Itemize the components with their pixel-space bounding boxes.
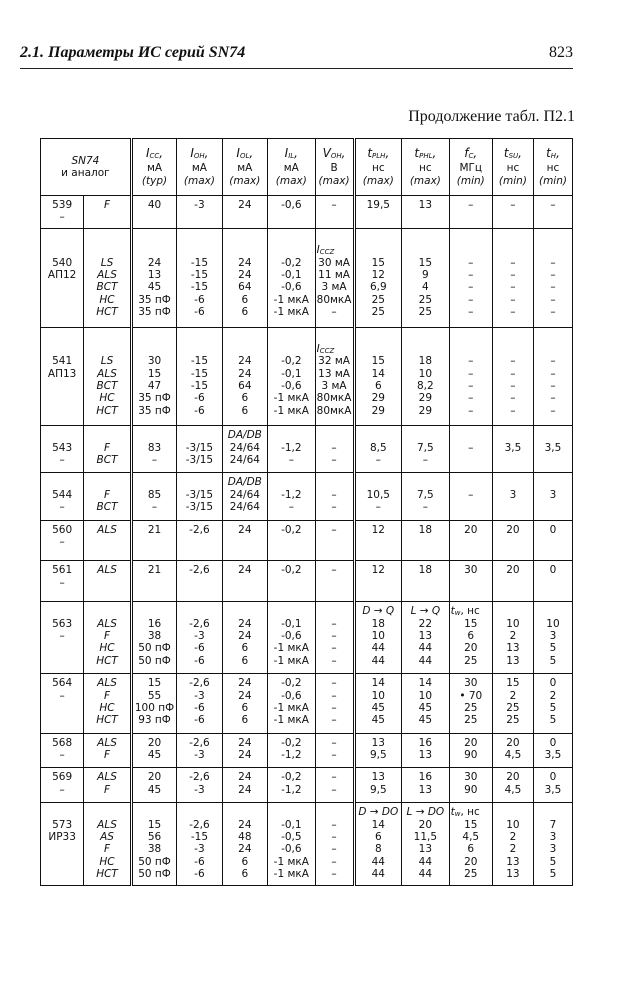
icc-cell: 15 55 100 пФ 93 пФ bbox=[131, 674, 176, 734]
th-cell: 10 3 5 5 bbox=[533, 602, 572, 674]
tsu-cell: – – – – – bbox=[492, 228, 533, 327]
part-number-cell: 563 – bbox=[41, 602, 84, 674]
col-header-fc: fC, МГц (min) bbox=[449, 139, 492, 196]
iil-cell: -0,2 -0,6 -1 мкА -1 мкА bbox=[268, 674, 316, 734]
part-number-cell: 561 – bbox=[41, 561, 84, 602]
table-caption: Продолжение табл. П2.1 bbox=[408, 108, 575, 125]
th-cell: 7 3 3 5 5 bbox=[533, 803, 572, 885]
fc-cell: – – – – – bbox=[449, 327, 492, 426]
icc-cell: 83 – bbox=[131, 426, 176, 473]
table-body bbox=[41, 196, 573, 886]
iol-cell: DA/DB 24/64 24/64 bbox=[222, 426, 267, 473]
ioh-cell: -2,6 bbox=[177, 561, 222, 602]
col-header-icc: ICC, мА (typ) bbox=[131, 139, 176, 196]
iil-cell: -1,2 – bbox=[268, 426, 316, 473]
iil-cell: -0,6 bbox=[268, 196, 316, 229]
th-cell: 0 2 5 5 bbox=[533, 674, 572, 734]
part-number-cell: 539 – bbox=[41, 196, 84, 229]
tphl-cell: 15 9 4 25 25 bbox=[402, 228, 450, 327]
tsu-cell: 10 2 13 13 bbox=[492, 602, 533, 674]
voh-cell: ICCZ 30 мА 11 мА 3 мА 80мкА – bbox=[315, 228, 354, 327]
iol-cell: 24 24 64 6 6 bbox=[222, 228, 267, 327]
iil-cell: -0,2 -1,2 bbox=[268, 733, 316, 768]
th-cell: – bbox=[533, 196, 572, 229]
ioh-cell: -15 -15 -15 -6 -6 bbox=[177, 327, 222, 426]
voh-cell: – bbox=[315, 520, 354, 561]
table-row bbox=[41, 426, 573, 473]
iol-cell: DA/DB 24/64 24/64 bbox=[222, 473, 267, 520]
col-header-tplh: tPLH, нс (max) bbox=[354, 139, 402, 196]
part-number-cell: 544 – bbox=[41, 473, 84, 520]
iil-cell: -0,2 -0,1 -0,6 -1 мкА -1 мкА bbox=[268, 228, 316, 327]
voh-cell: – bbox=[315, 196, 354, 229]
icc-cell: 16 38 50 пФ 50 пФ bbox=[131, 602, 176, 674]
table-row bbox=[41, 674, 573, 734]
tsu-cell: 20 4,5 bbox=[492, 733, 533, 768]
icc-cell: 15 56 38 50 пФ 50 пФ bbox=[131, 803, 176, 885]
page-number: 823 bbox=[549, 44, 573, 61]
tphl-cell: 7,5 – bbox=[402, 473, 450, 520]
header-row bbox=[41, 139, 573, 196]
iil-cell: -0,1 -0,5 -0,6 -1 мкА -1 мкА bbox=[268, 803, 316, 885]
icc-cell: 21 bbox=[131, 561, 176, 602]
col-header-iol: IOL, мА (max) bbox=[222, 139, 267, 196]
voh-cell: – – bbox=[315, 426, 354, 473]
table-row bbox=[41, 561, 573, 602]
icc-cell: 20 45 bbox=[131, 733, 176, 768]
tsu-cell: – – – – – bbox=[492, 327, 533, 426]
tsu-cell: 3 bbox=[492, 473, 533, 520]
iol-cell: 24 24 6 6 bbox=[222, 602, 267, 674]
tphl-cell: 16 13 bbox=[402, 768, 450, 803]
icc-cell: 24 13 45 35 пФ 35 пФ bbox=[131, 228, 176, 327]
tsu-cell: 20 4,5 bbox=[492, 768, 533, 803]
tsu-cell: 3,5 bbox=[492, 426, 533, 473]
tplh-cell: D → DO 14 6 8 44 44 bbox=[354, 803, 402, 885]
fc-cell: tw, нс 15 6 20 25 bbox=[449, 602, 492, 674]
ioh-cell: -2,6 -3 -6 -6 bbox=[177, 602, 222, 674]
table-row bbox=[41, 602, 573, 674]
iol-cell: 24 24 6 6 bbox=[222, 674, 267, 734]
series-cell: ALS F HC HCT bbox=[84, 602, 132, 674]
tplh-cell: 8,5 – bbox=[354, 426, 402, 473]
fc-cell: – bbox=[449, 426, 492, 473]
icc-cell: 20 45 bbox=[131, 768, 176, 803]
ioh-cell: -3 bbox=[177, 196, 222, 229]
tplh-cell: 10,5 – bbox=[354, 473, 402, 520]
col-header-ioh: IOH, мА (max) bbox=[177, 139, 222, 196]
voh-cell: ICCZ 32 мА 13 мА 3 мА 80мкА 80мкА bbox=[315, 327, 354, 426]
part-number-cell: 573 ИР33 bbox=[41, 803, 84, 885]
col-header-th: tH, нс (min) bbox=[533, 139, 572, 196]
th-cell: – – – – – bbox=[533, 228, 572, 327]
tsu-cell: 20 bbox=[492, 561, 533, 602]
voh-cell: – – bbox=[315, 473, 354, 520]
section-title: 2.1. Параметры ИС серий SN74 bbox=[20, 44, 246, 61]
voh-cell: – – – – – bbox=[315, 803, 354, 885]
table-row bbox=[41, 520, 573, 561]
fc-cell: 20 90 bbox=[449, 733, 492, 768]
table-row bbox=[41, 768, 573, 803]
voh-cell: – – – – bbox=[315, 602, 354, 674]
fc-cell: 30 90 bbox=[449, 768, 492, 803]
voh-cell: – – bbox=[315, 733, 354, 768]
col-header-tphl: tPHL, нс (max) bbox=[402, 139, 450, 196]
ioh-cell: -2,6 bbox=[177, 520, 222, 561]
icc-cell: 30 15 47 35 пФ 35 пФ bbox=[131, 327, 176, 426]
voh-cell: – bbox=[315, 561, 354, 602]
fc-cell: 30 bbox=[449, 561, 492, 602]
col-header-voh: VOH, В (max) bbox=[315, 139, 354, 196]
th-cell: 0 3,5 bbox=[533, 768, 572, 803]
iil-cell: -0,2 bbox=[268, 561, 316, 602]
fc-cell: – – – – – bbox=[449, 228, 492, 327]
ioh-cell: -2,6 -15 -3 -6 -6 bbox=[177, 803, 222, 885]
ioh-cell: -15 -15 -15 -6 -6 bbox=[177, 228, 222, 327]
series-cell: ALS F bbox=[84, 768, 132, 803]
th-cell: 0 bbox=[533, 520, 572, 561]
table-row bbox=[41, 733, 573, 768]
tsu-cell: 15 2 25 25 bbox=[492, 674, 533, 734]
series-cell: LS ALS BCT HC HCT bbox=[84, 228, 132, 327]
iol-cell: 24 24 bbox=[222, 733, 267, 768]
fc-cell: – bbox=[449, 196, 492, 229]
th-cell: 3 bbox=[533, 473, 572, 520]
table-row bbox=[41, 473, 573, 520]
ioh-cell: -3/15 -3/15 bbox=[177, 473, 222, 520]
tsu-cell: 10 2 2 13 13 bbox=[492, 803, 533, 885]
tplh-cell: 15 12 6,9 25 25 bbox=[354, 228, 402, 327]
tplh-cell: 13 9,5 bbox=[354, 768, 402, 803]
ioh-cell: -2,6 -3 -6 -6 bbox=[177, 674, 222, 734]
parameters-table bbox=[40, 138, 573, 886]
series-cell: F BCT bbox=[84, 426, 132, 473]
tplh-cell: 13 9,5 bbox=[354, 733, 402, 768]
tphl-cell: 18 10 8,2 29 29 bbox=[402, 327, 450, 426]
col-header-tsu: tSU, нс (min) bbox=[492, 139, 533, 196]
table-row bbox=[41, 327, 573, 426]
iil-cell: -1,2 – bbox=[268, 473, 316, 520]
series-cell: ALS F bbox=[84, 733, 132, 768]
ioh-cell: -2,6 -3 bbox=[177, 733, 222, 768]
voh-cell: – – – – bbox=[315, 674, 354, 734]
tplh-cell: 15 14 6 29 29 bbox=[354, 327, 402, 426]
table-row bbox=[41, 228, 573, 327]
part-number-cell: 564 – bbox=[41, 674, 84, 734]
tphl-cell: 18 bbox=[402, 520, 450, 561]
ioh-cell: -3/15 -3/15 bbox=[177, 426, 222, 473]
tplh-cell: 14 10 45 45 bbox=[354, 674, 402, 734]
icc-cell: 21 bbox=[131, 520, 176, 561]
part-number-cell: 569 – bbox=[41, 768, 84, 803]
tphl-cell: 16 13 bbox=[402, 733, 450, 768]
tplh-cell: D → Q 18 10 44 44 bbox=[354, 602, 402, 674]
iil-cell: -0,2 bbox=[268, 520, 316, 561]
col-header-series: SN74 и аналог bbox=[41, 139, 132, 196]
tsu-cell: – bbox=[492, 196, 533, 229]
tplh-cell: 19,5 bbox=[354, 196, 402, 229]
series-cell: LS ALS BCT HC HCT bbox=[84, 327, 132, 426]
fc-cell: – bbox=[449, 473, 492, 520]
tphl-cell: L → DO 20 11,5 13 44 44 bbox=[402, 803, 450, 885]
tphl-cell: 14 10 45 45 bbox=[402, 674, 450, 734]
header-rule bbox=[20, 68, 573, 69]
th-cell: 0 3,5 bbox=[533, 733, 572, 768]
running-head bbox=[20, 44, 573, 62]
series-cell: F BCT bbox=[84, 473, 132, 520]
ioh-cell: -2,6 -3 bbox=[177, 768, 222, 803]
iol-cell: 24 bbox=[222, 196, 267, 229]
th-cell: 3,5 bbox=[533, 426, 572, 473]
iil-cell: -0,1 -0,6 -1 мкА -1 мкА bbox=[268, 602, 316, 674]
iol-cell: 24 bbox=[222, 561, 267, 602]
icc-cell: 85 – bbox=[131, 473, 176, 520]
iol-cell: 24 48 24 6 6 bbox=[222, 803, 267, 885]
table-row bbox=[41, 803, 573, 885]
tsu-cell: 20 bbox=[492, 520, 533, 561]
col-header-iil: IIL, мА (max) bbox=[268, 139, 316, 196]
series-cell: ALS F HC HCT bbox=[84, 674, 132, 734]
th-cell: 0 bbox=[533, 561, 572, 602]
fc-cell: 30 • 70 25 25 bbox=[449, 674, 492, 734]
part-number-cell: 560 – bbox=[41, 520, 84, 561]
part-number-cell: 568 – bbox=[41, 733, 84, 768]
table-row bbox=[41, 196, 573, 229]
series-cell: ALS bbox=[84, 561, 132, 602]
iil-cell: -0,2 -0,1 -0,6 -1 мкА -1 мкА bbox=[268, 327, 316, 426]
voh-cell: – – bbox=[315, 768, 354, 803]
iil-cell: -0,2 -1,2 bbox=[268, 768, 316, 803]
fc-cell: 20 bbox=[449, 520, 492, 561]
tphl-cell: L → Q 22 13 44 44 bbox=[402, 602, 450, 674]
part-number-cell: 541 АП13 bbox=[41, 327, 84, 426]
fc-cell: tw, нс 15 4,5 6 20 25 bbox=[449, 803, 492, 885]
part-number-cell: 543 – bbox=[41, 426, 84, 473]
tplh-cell: 12 bbox=[354, 561, 402, 602]
tphl-cell: 13 bbox=[402, 196, 450, 229]
series-cell: F bbox=[84, 196, 132, 229]
series-cell: ALS AS F HC HCT bbox=[84, 803, 132, 885]
iol-cell: 24 bbox=[222, 520, 267, 561]
iol-cell: 24 24 bbox=[222, 768, 267, 803]
part-number-cell: 540 АП12 bbox=[41, 228, 84, 327]
tphl-cell: 7,5 – bbox=[402, 426, 450, 473]
icc-cell: 40 bbox=[131, 196, 176, 229]
th-cell: – – – – – bbox=[533, 327, 572, 426]
iol-cell: 24 24 64 6 6 bbox=[222, 327, 267, 426]
tplh-cell: 12 bbox=[354, 520, 402, 561]
series-cell: ALS bbox=[84, 520, 132, 561]
tphl-cell: 18 bbox=[402, 561, 450, 602]
